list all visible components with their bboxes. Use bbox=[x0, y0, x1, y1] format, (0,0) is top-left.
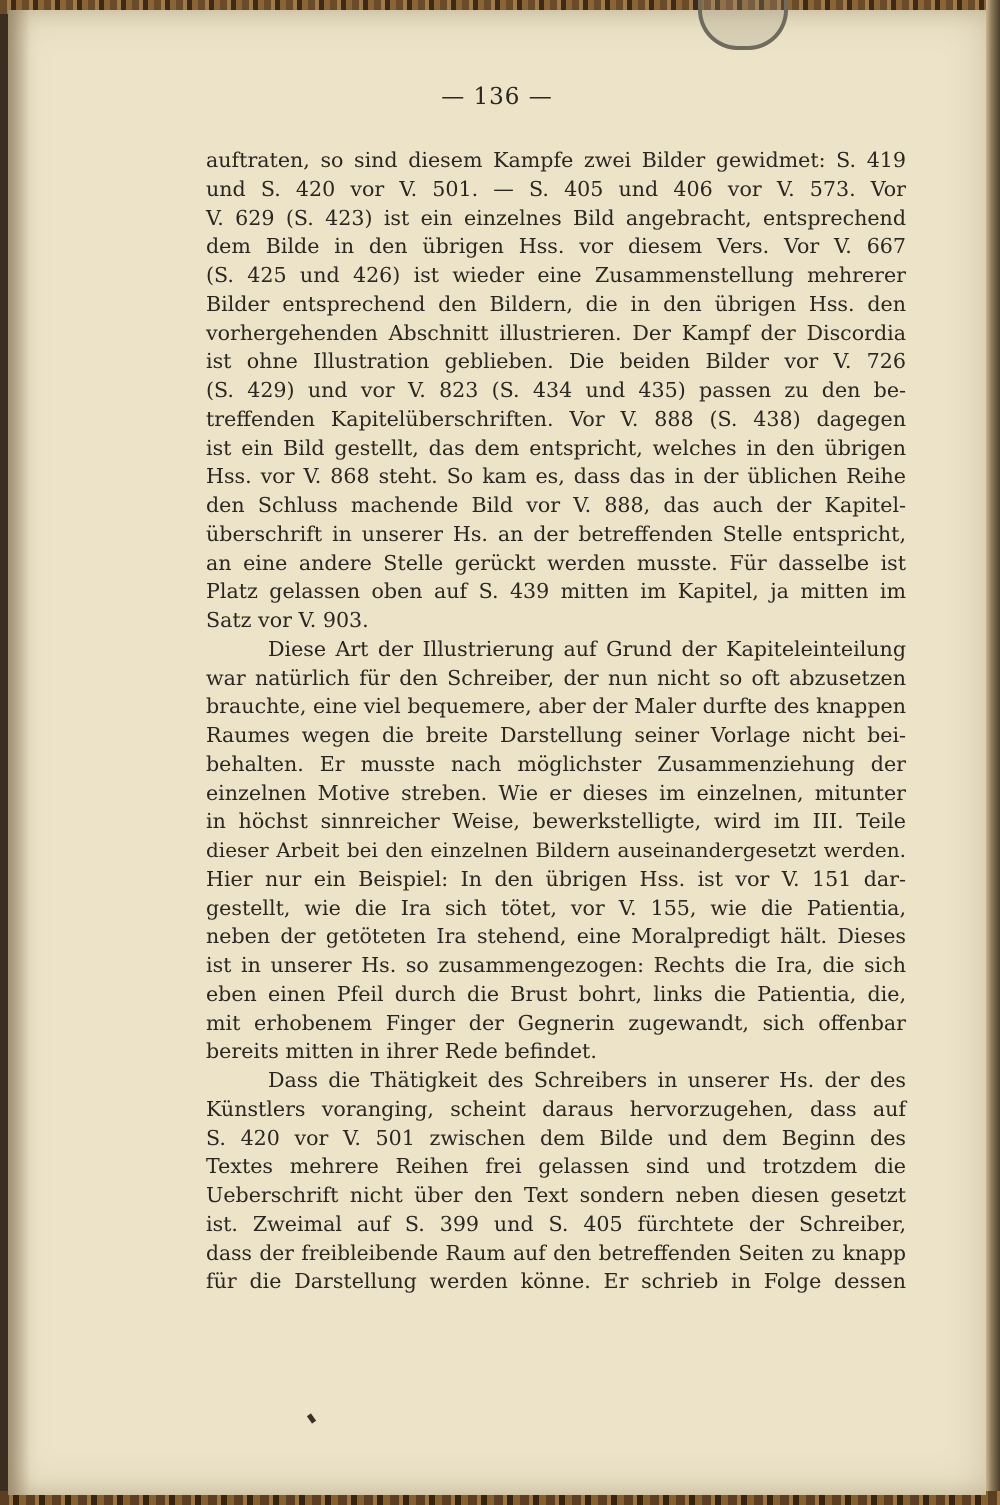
paragraph-end-line: bereits mitten in ihrer Rede befindet. bbox=[206, 1039, 597, 1064]
book-edge-right bbox=[986, 0, 1000, 1505]
text-line: und S. 420 vor V. 501. — S. 405 und 406 vor V. 573. Vor bbox=[206, 176, 906, 201]
body-text bbox=[206, 146, 906, 1296]
text-line: ist ein Bild gestellt, das dem entspricht, welches in den übrigen bbox=[206, 435, 906, 460]
text-line: gestellt, wie die Ira sich tötet, vor V. 155, wie die Patientia, bbox=[206, 895, 906, 920]
text-line: ist. Zweimal auf S. 399 und S. 405 fürchtete der Schreiber, bbox=[206, 1211, 906, 1236]
text-line: (S. 425 und 426) ist wieder eine Zusammenstellung mehrerer bbox=[206, 263, 906, 287]
text-line: ist in unserer Hs. so zusammengezogen: Rechts die Ira, die sich bbox=[206, 953, 906, 977]
text-line: V. 629 (S. 423) ist ein einzelnes Bild angebracht, entsprechend bbox=[206, 205, 906, 230]
spine-shadow bbox=[8, 10, 30, 1495]
text-line: Ueberschrift nicht über den Text sondern neben diesen gesetzt bbox=[206, 1183, 906, 1207]
text-line: überschrift in unserer Hs. an der betreffenden Stelle entspricht, bbox=[206, 521, 906, 546]
scanned-page bbox=[8, 10, 986, 1495]
text-line: einzelnen Motive streben. Wie er dieses im einzelnen, mitunter bbox=[206, 780, 906, 805]
text-line: dem Bilde in den übrigen Hss. vor diesem Vers. Vor V. 667 bbox=[206, 234, 906, 259]
text-line: Raumes wegen die breite Darstellung seiner Vorlage nicht bei- bbox=[206, 723, 906, 747]
paragraph-start-line: Diese Art der Illustrierung auf Grund der Kapiteleinteilung bbox=[268, 636, 906, 661]
text-line: eben einen Pfeil durch die Brust bohrt, links die Patientia, die, bbox=[206, 981, 906, 1006]
paragraph-start-line: Dass die Thätigkeit des Schreibers in unserer Hs. der des bbox=[268, 1068, 906, 1092]
text-line: behalten. Er musste nach möglichster Zusammenziehung der bbox=[206, 751, 906, 776]
text-line: auftraten, so sind diesem Kampfe zwei Bilder gewidmet: S. 419 bbox=[206, 148, 906, 172]
text-line: vorhergehenden Abschnitt illustrieren. Der Kampf der Discordia bbox=[206, 320, 906, 345]
text-line: an eine andere Stelle gerückt werden musste. Für dasselbe ist bbox=[206, 550, 906, 575]
text-line: brauchte, eine viel bequemere, aber der Maler durfte des knappen bbox=[206, 694, 906, 719]
text-line: war natürlich für den Schreiber, der nun nicht so oft abzusetzen bbox=[206, 665, 906, 690]
text-line: treffenden Kapitelüberschriften. Vor V. 888 (S. 438) dagegen bbox=[206, 406, 906, 431]
text-line: Hss. vor V. 868 steht. So kam es, dass das in der üblichen Reihe bbox=[206, 464, 906, 489]
text-line: Textes mehrere Reihen frei gelassen sind und trotzdem die bbox=[206, 1154, 906, 1179]
text-line: S. 420 vor V. 501 zwischen dem Bilde und dem Beginn des bbox=[206, 1125, 906, 1150]
text-line: mit erhobenem Finger der Gegnerin zugewandt, sich offenbar bbox=[206, 1010, 906, 1035]
text-line: Bilder entsprechend den Bildern, die in den übrigen Hss. den bbox=[206, 291, 906, 316]
text-line: ist ohne Illustration geblieben. Die beiden Bilder vor V. 726 bbox=[206, 349, 906, 374]
paragraph-end-line: Satz vor V. 903. bbox=[206, 608, 369, 632]
text-line: Platz gelassen oben auf S. 439 mitten im Kapitel, ja mitten im bbox=[206, 579, 906, 604]
text-line: für die Darstellung werden könne. Er schrieb in Folge dessen bbox=[206, 1269, 906, 1294]
page-clip bbox=[698, 0, 788, 50]
text-line: dass der freibleibende Raum auf den betreffenden Seiten zu knapp bbox=[206, 1240, 906, 1265]
text-line: Künstlers voranging, scheint daraus hervorzugehen, dass auf bbox=[206, 1096, 906, 1121]
text-line: neben der getöteten Ira stehend, eine Moralpredigt hält. Dieses bbox=[206, 924, 906, 949]
text-line: Hier nur ein Beispiel: In den übrigen Hss. ist vor V. 151 dar- bbox=[206, 866, 906, 891]
text-line: dieser Arbeit bei den einzelnen Bildern auseinandergesetzt werden. bbox=[206, 838, 906, 862]
text-line: den Schluss machende Bild vor V. 888, das auch der Kapitel- bbox=[206, 493, 906, 517]
page-number: — 136 — bbox=[441, 84, 553, 110]
text-line: (S. 429) und vor V. 823 (S. 434 und 435) passen zu den be- bbox=[206, 378, 906, 402]
text-line: in höchst sinnreicher Weise, bewerkstelligte, wird im III. Teile bbox=[206, 809, 906, 834]
